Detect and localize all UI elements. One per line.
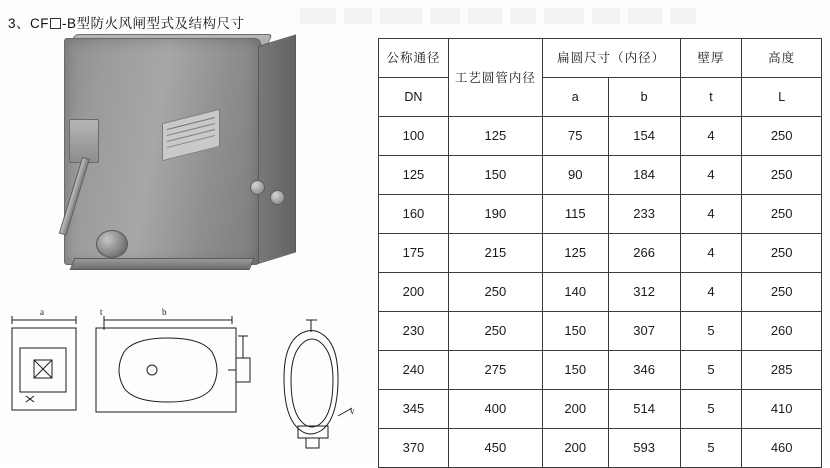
header-dn-group: 公称通径 [379,39,449,78]
table-row [379,390,822,429]
table-row [379,234,822,273]
table-header-row-1 [379,39,822,78]
cell-pipe: 250 [448,312,542,351]
heading-suffix: -B型防火风闸型式及结构尺寸 [62,16,245,31]
photo-counterweight [96,230,128,258]
cell-b: 346 [608,351,680,390]
cell-pipe: 150 [448,156,542,195]
scan-artifact [300,8,336,24]
cell-dn: 240 [379,351,449,390]
photo-base-bracket [70,258,255,270]
cell-t: 4 [680,156,742,195]
cell-a: 140 [542,273,608,312]
cell-a: 200 [542,429,608,468]
technical-drawings [0,296,372,458]
cell-dn: 175 [379,234,449,273]
cell-dn: 200 [379,273,449,312]
cell-pipe: 190 [448,195,542,234]
cell-dn: 230 [379,312,449,351]
scan-artifact [468,8,502,24]
cell-pipe: 250 [448,273,542,312]
cell-l: 410 [742,390,822,429]
cell-b: 593 [608,429,680,468]
scan-artifact [628,8,662,24]
cell-dn: 100 [379,117,449,156]
header-height: 高度 [742,39,822,78]
header-oval-size-group: 扁圆尺寸（内径） [542,39,680,78]
cell-dn: 160 [379,195,449,234]
table-row [379,429,822,468]
cell-t: 5 [680,312,742,351]
cell-b: 184 [608,156,680,195]
cell-b: 154 [608,117,680,156]
cell-a: 115 [542,195,608,234]
side-view-outline [96,328,236,412]
cell-l: 250 [742,273,822,312]
empty-square-glyph [50,18,61,29]
header-a: a [542,78,608,117]
photo-knob-icon [250,180,265,195]
cell-l: 285 [742,351,822,390]
cell-a: 150 [542,351,608,390]
cell-t: 5 [680,390,742,429]
cell-pipe: 400 [448,390,542,429]
drawings-svg [0,296,372,458]
cell-t: 4 [680,234,742,273]
table-header-row-2 [379,78,822,117]
header-t: t [680,78,742,117]
section-heading [8,12,245,32]
cell-l: 460 [742,429,822,468]
photo-knob-icon [270,190,285,205]
cell-l: 250 [742,195,822,234]
cell-l: 250 [742,234,822,273]
cell-b: 233 [608,195,680,234]
scan-artifact [670,8,696,24]
cell-a: 125 [542,234,608,273]
dimensions-table [378,38,822,468]
header-l: L [742,78,822,117]
scan-artifact [544,8,584,24]
cell-pipe: 450 [448,429,542,468]
header-wall-thickness: 壁厚 [680,39,742,78]
cell-pipe: 275 [448,351,542,390]
cell-pipe: 125 [448,117,542,156]
cell-t: 5 [680,429,742,468]
cell-pipe: 215 [448,234,542,273]
dimension-label-t: t [100,307,103,317]
table-row [379,156,822,195]
fire-damper-photo [44,34,299,278]
cell-b: 266 [608,234,680,273]
cell-dn: 125 [379,156,449,195]
scan-artifact [430,8,460,24]
cell-b: 307 [608,312,680,351]
table-row [379,351,822,390]
dimension-label-a: a [40,307,44,317]
end-view-oval [284,331,338,435]
scan-artifact [510,8,536,24]
header-pipe-inner-diameter: 工艺圆管内径 [448,39,542,117]
cell-a: 200 [542,390,608,429]
header-b: b [608,78,680,117]
table-row [379,273,822,312]
cell-t: 5 [680,351,742,390]
cell-l: 250 [742,117,822,156]
header-dn: DN [379,78,449,117]
photo-right-face [258,34,296,264]
cell-dn: 345 [379,390,449,429]
cell-t: 4 [680,117,742,156]
heading-prefix: 3、CF [8,16,50,31]
cell-a: 150 [542,312,608,351]
cell-b: 312 [608,273,680,312]
dimension-label-b: b [162,307,167,317]
end-view-stub [306,438,319,448]
cell-l: 260 [742,312,822,351]
table-row [379,312,822,351]
scan-artifact [344,8,372,24]
scan-artifact [592,8,620,24]
cell-a: 75 [542,117,608,156]
cell-t: 4 [680,273,742,312]
cell-dn: 370 [379,429,449,468]
side-view-actuator [236,358,250,382]
cell-t: 4 [680,195,742,234]
cell-l: 250 [742,156,822,195]
table-body [379,117,822,468]
dimensions-table-container [378,38,822,468]
cell-a: 90 [542,156,608,195]
side-view-oval [119,338,217,402]
scan-artifact [380,8,422,24]
cell-b: 514 [608,390,680,429]
front-view-inner [20,348,66,392]
table-row [379,195,822,234]
table-row [379,117,822,156]
dimension-label-v: v [350,406,355,416]
